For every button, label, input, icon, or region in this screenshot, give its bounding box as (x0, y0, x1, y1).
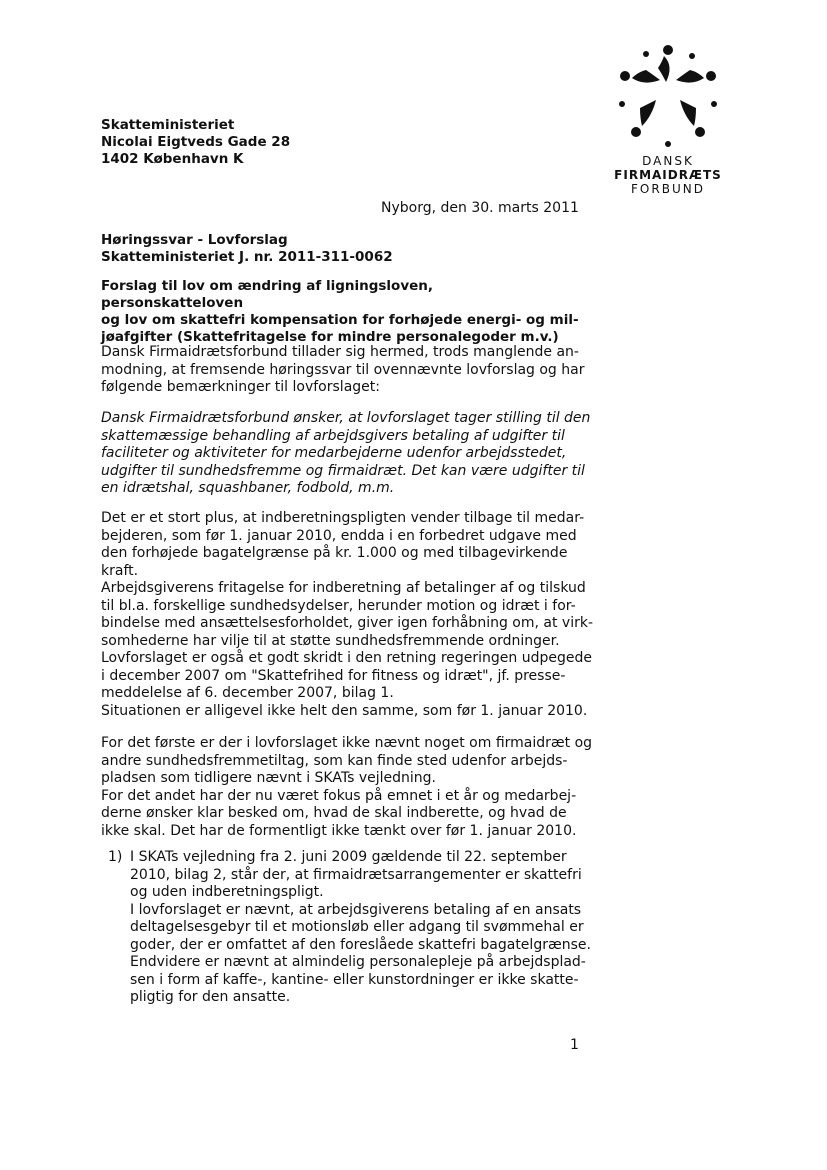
text-line: Situationen er alligevel ikke helt den samme, som før 1. januar 2010. (101, 703, 588, 719)
text-line: Det er et stort plus, at indberetningspligten vender tilbage til medar- (101, 510, 585, 526)
subject-line-1: Høringssvar - Lovforslag (101, 232, 288, 248)
recipient-address (101, 117, 290, 168)
subject-line-2: Skatteministeriet J. nr. 2011-311-0062 (101, 249, 393, 265)
text-line: bejderen, som før 1. januar 2010, endda i en forbedret udgave med (101, 527, 577, 544)
text-line: meddelelse af 6. december 2007, bilag 1. (101, 685, 394, 701)
bill-title (101, 278, 579, 346)
text-line: For det andet har der nu været fokus på emnet i et år og medarbej- (101, 787, 577, 804)
text-line: derne ønsker klar besked om, hvad de skal indberette, og hvad de (101, 805, 567, 821)
bill-title-line-2: og lov om skattefri kompensation for forhøjede energi- og mil- (101, 312, 579, 328)
recipient-name: Skatteministeriet (101, 117, 235, 133)
paragraph-intro (101, 344, 585, 397)
text-line: Lovforslaget er også et godt skridt i den retning regeringen udpegede (101, 650, 593, 666)
text-line: og uden indberetningspligt. (130, 884, 324, 900)
text-line: I SKATs vejledning fra 2. juni 2009 gældende til 22. september (130, 849, 567, 865)
paragraph-positive (101, 510, 594, 703)
text-line: den forhøjede bagatelgrænse på kr. 1.000 og med tilbagevirkende (101, 545, 568, 561)
date-line: Nyborg, den 30. marts 2011 (381, 200, 579, 216)
bill-title-line-3: jøafgifter (Skattefritagelse for mindre personalegoder m.v.) (101, 329, 559, 345)
text-line: bindelse med ansættelsesforholdet, giver igen forhåbning om, at virk- (101, 615, 594, 631)
text-line: Arbejdsgiverens fritagelse for indberetning af betalinger af og tilskud (101, 580, 586, 596)
logo-text-firmaidraets: FIRMAIDRÆTS (614, 168, 722, 182)
text-line: Dansk Firmaidrætsforbund ønsker, at lovforslaget tager stilling til den (101, 410, 591, 426)
text-line: I lovforslaget er nævnt, at arbejdsgiverens betaling af en ansats (130, 901, 582, 918)
text-line: faciliteter og aktiviteter for medarbejderne udenfor arbejdsstedet, (101, 445, 567, 461)
text-line: For det første er der i lovforslaget ikke nævnt noget om firmaidræt og (101, 735, 593, 751)
firmaidraet-figures-icon (618, 44, 718, 152)
text-line: somhederne har vilje til at støtte sundhedsfremmende ordninger. (101, 632, 560, 649)
paragraph-situation (101, 703, 588, 721)
text-line: til bl.a. forskellige sundhedsydelser, herunder motion og idræt i for- (101, 597, 576, 614)
text-line: Endvidere er nævnt at almindelig personalepleje på arbejdsplad- (130, 954, 586, 970)
text-line: pligtig for den ansatte. (130, 989, 291, 1005)
page-number: 1 (570, 1037, 579, 1053)
text-line: sen i form af kaffe-, kantine- eller kunstordninger er ikke skatte- (130, 971, 579, 988)
text-line: Dansk Firmaidrætsforbund tillader sig hermed, trods manglende an- (101, 344, 579, 360)
logo-text-forbund: FORBUND (631, 182, 705, 196)
text-line: kraft. (101, 562, 139, 579)
text-line: deltagelsesgebyr til et motionsløb eller adgang til svømmehal er (130, 919, 584, 935)
paragraph-concerns (101, 735, 593, 840)
bill-title-line-1: Forslag til lov om ændring af ligningsloven, personskatteloven (101, 278, 434, 311)
recipient-street: Nicolai Eigtveds Gade 28 (101, 134, 291, 150)
subject-heading (101, 232, 393, 266)
list-item-body (130, 849, 600, 1007)
recipient-city: 1402 København K (101, 151, 244, 167)
text-line: ikke skal. Det har de formentligt ikke tænkt over før 1. januar 2010. (101, 822, 577, 839)
text-line: modning, at fremsende høringssvar til ovennævnte lovforslag og har (101, 361, 585, 378)
text-line: en idrætshal, squashbaner, fodbold, m.m. (101, 480, 395, 496)
logo-text-dansk: DANSK (642, 154, 694, 168)
text-line: skattemæssige behandling af arbejdsgivers betaling af udgifter til (101, 427, 565, 444)
organization-logo (612, 44, 724, 196)
text-line: andre sundhedsfremmetiltag, som kan finde sted udenfor arbejds- (101, 752, 568, 769)
list-marker: 1) (108, 849, 123, 865)
paragraph-request (101, 410, 591, 498)
text-line: goder, der er omfattet af den foreslåede skattefri bagatelgrænse. (130, 936, 591, 953)
text-line: 2010, bilag 2, står der, at firmaidrætsarrangementer er skattefri (130, 866, 582, 883)
text-line: følgende bemærkninger til lovforslaget: (101, 379, 380, 395)
text-line: i december 2007 om "Skattefrihed for fitness og idræt", jf. presse- (101, 667, 566, 684)
text-line: udgifter til sundhedsfremme og firmaidræt. Det kan være udgifter til (101, 462, 585, 479)
text-line: pladsen som tidligere nævnt i SKATs vejledning. (101, 770, 436, 786)
